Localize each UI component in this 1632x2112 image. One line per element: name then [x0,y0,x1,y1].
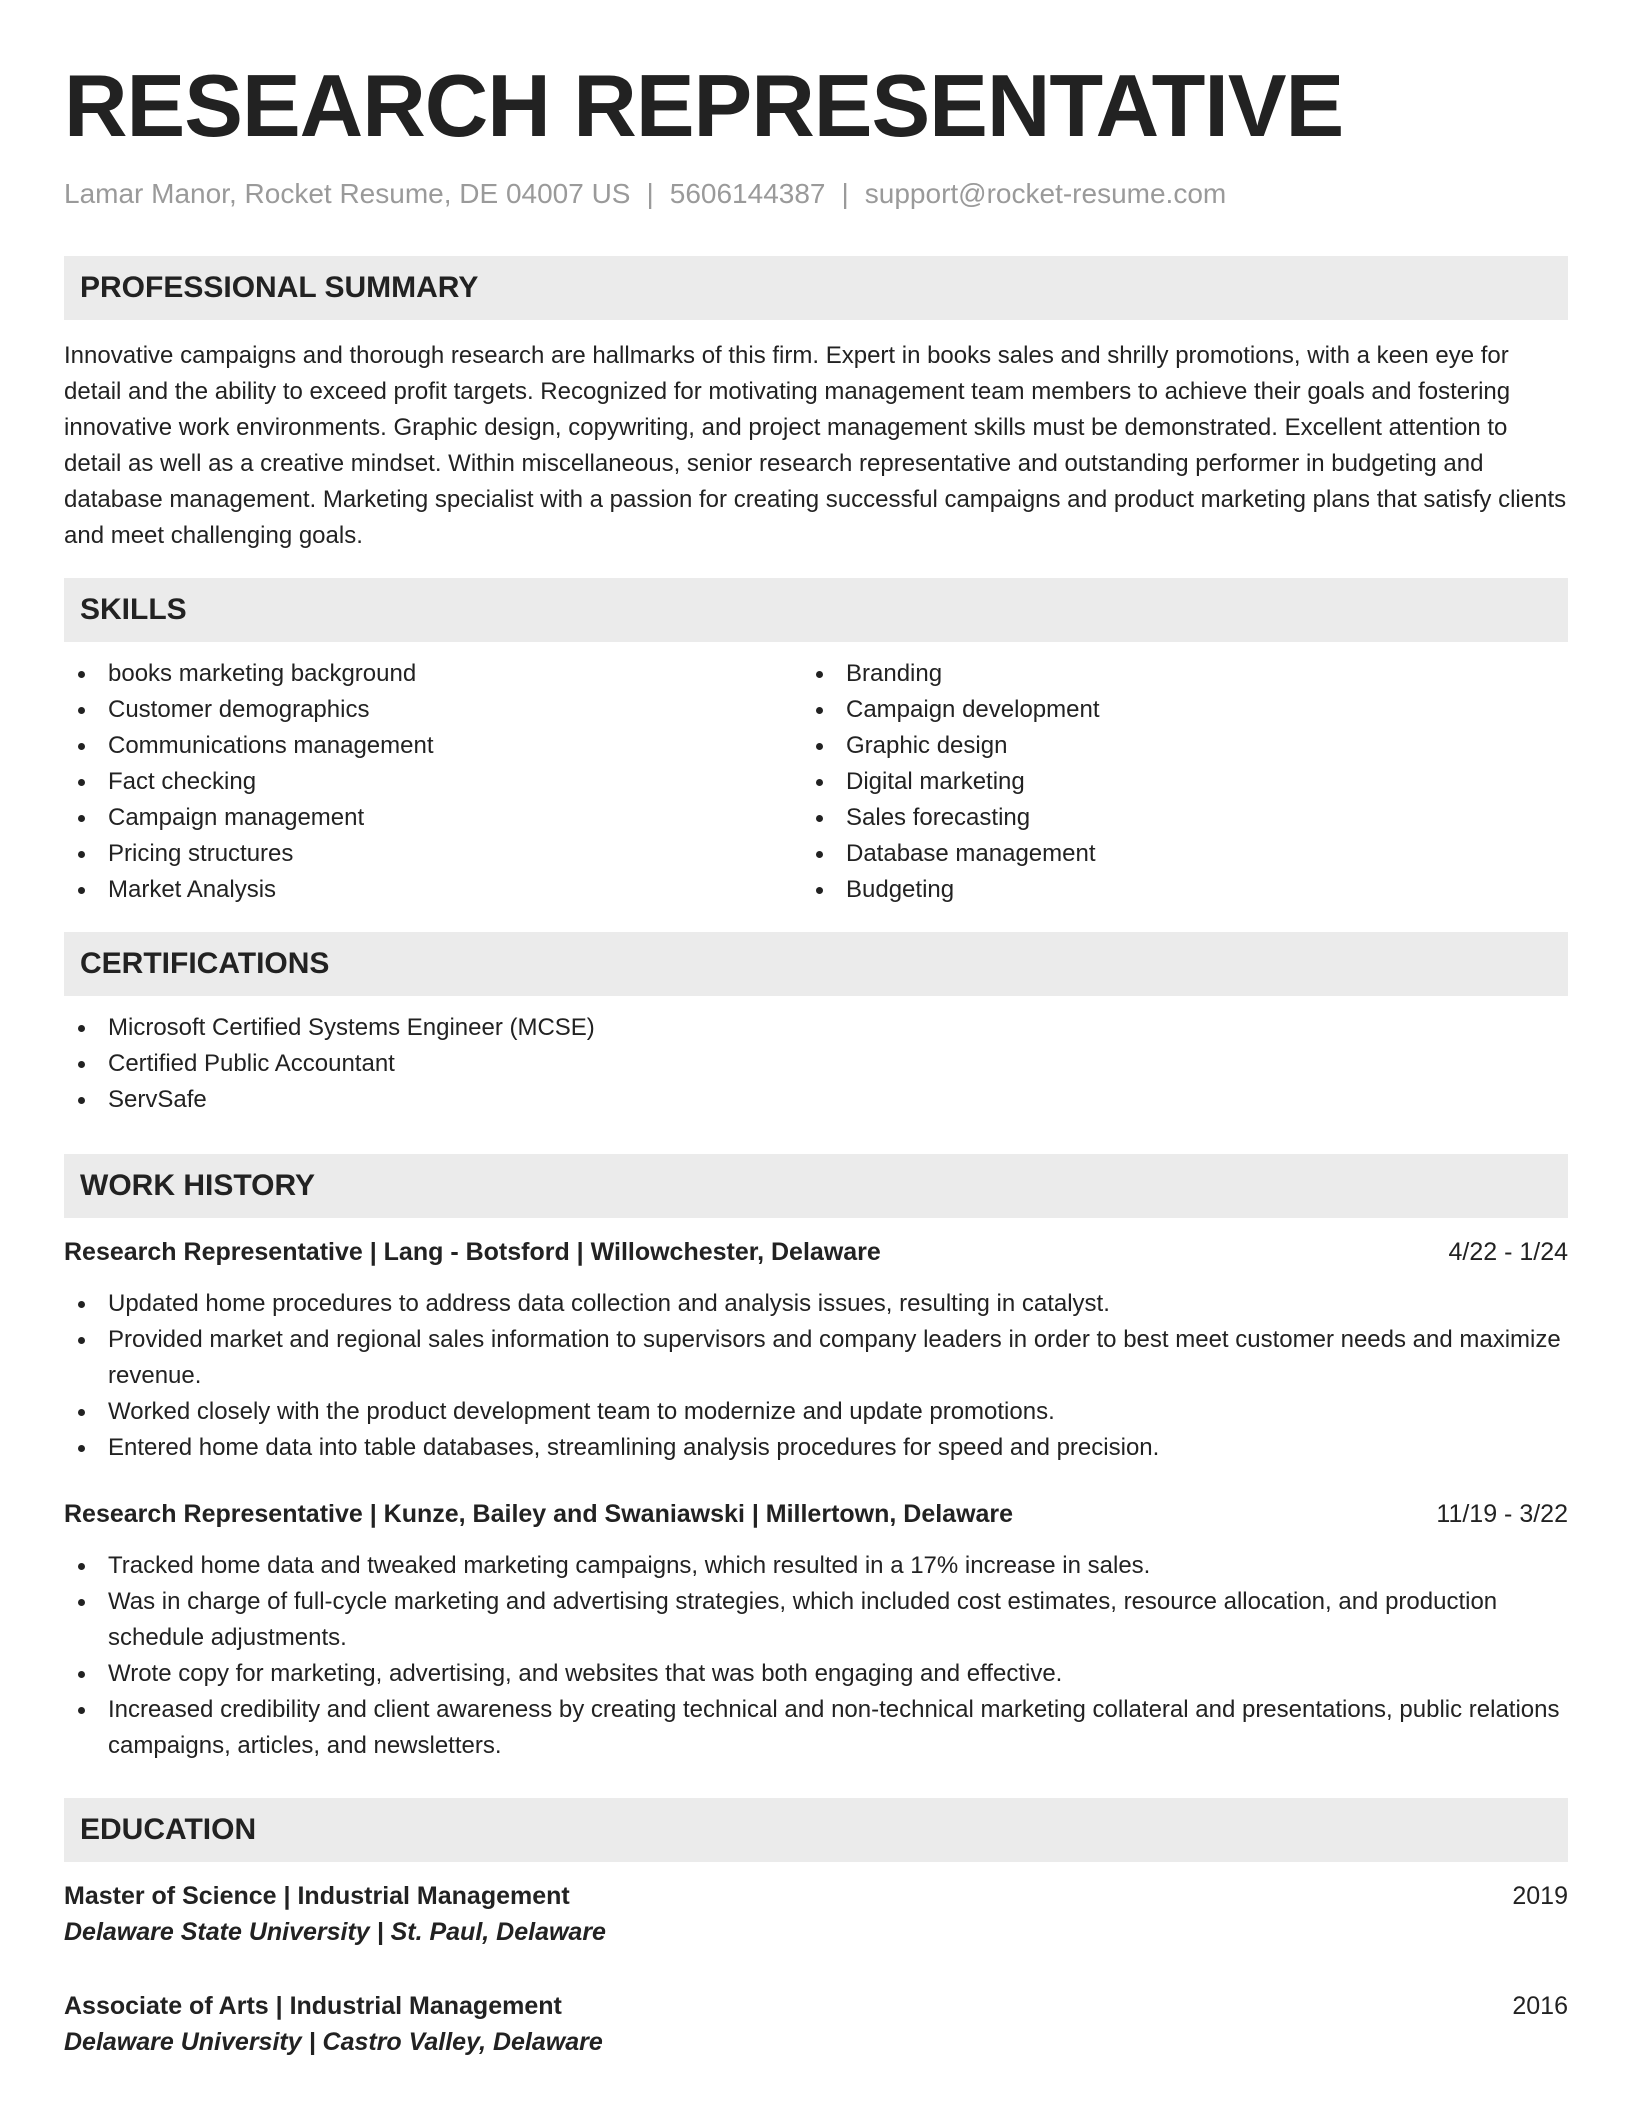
education-entry [64,1878,1568,1950]
summary-text: Innovative campaigns and thorough research are hallmarks of this firm. Expert in books sales and shrilly promotions, with a keen eye for detail and the ability to exceed profit targets. Recognized for motivating management team members to achieve their goals and fostering innovative work environments. Graphic design, copywriting, and project management skills must be demonstrated. Excellent attention to detail as well as a creative mindset. Within miscellaneous, senior research representative and outstanding performer in budgeting and database management. Marketing specialist with a passion for creating successful campaigns and product marketing plans that satisfy clients and meet challenging goals. [64,342,1567,549]
certification-item: Microsoft Certified Systems Engineer (MCSE) [64,1010,1568,1046]
job-bullet: Tracked home data and tweaked marketing campaigns, which resulted in a 17% increase in sales. [64,1548,1568,1584]
skills-column-left [64,656,802,908]
certification-item: ServSafe [64,1082,1568,1118]
work-history-heading: WORK HISTORY [64,1154,1568,1218]
job-bullet: Was in charge of full-cycle marketing and advertising strategies, which included cost estimates, resource allocation, and production schedule adjustments. [64,1584,1568,1656]
education-heading: EDUCATION [64,1798,1568,1862]
education-entry [64,1988,1568,2060]
skill-item: Sales forecasting [802,800,1540,836]
education-degree: Master of Science | Industrial Management [64,1882,570,1910]
job-title: Research Representative | Lang - Botsford | Willowchester, Delaware [64,1238,881,1266]
skill-item: Graphic design [802,728,1540,764]
job-bullet: Increased credibility and client awareness by creating technical and non-technical marketing collateral and presentations, public relations campaigns, articles, and newsletters. [64,1692,1568,1764]
skill-item: Database management [802,836,1540,872]
skills-list [64,656,1568,908]
job-bullet: Updated home procedures to address data collection and analysis issues, resulting in catalyst. [64,1286,1568,1322]
skill-item: Campaign management [64,800,802,836]
education-degree: Associate of Arts | Industrial Management [64,1992,562,2020]
resume-title: RESEARCH REPRESENTATIVE [64,56,1344,155]
skill-item: Fact checking [64,764,802,800]
education-school: Delaware State University | St. Paul, Delaware [64,1918,606,1946]
contact-email[interactable]: support@rocket-resume.com [864,178,1227,209]
certification-item: Certified Public Accountant [64,1046,1568,1082]
job-entry [64,1496,1568,1764]
skill-item: Market Analysis [64,872,802,908]
skills-heading: SKILLS [64,578,1568,642]
skill-item: Budgeting [802,872,1540,908]
contact-address: Lamar Manor, Rocket Resume, DE 04007 US [64,178,631,209]
education-school: Delaware University | Castro Valley, Delaware [64,2028,603,2056]
job-bullet: Wrote copy for marketing, advertising, and websites that was both engaging and effective. [64,1656,1568,1692]
education-year: 2019 [1512,1882,1568,1910]
skill-item: Communications management [64,728,802,764]
skill-item: books marketing background [64,656,802,692]
job-bullet: Worked closely with the product development team to modernize and update promotions. [64,1394,1568,1430]
job-entry [64,1234,1568,1466]
contact-separator: | [646,178,654,209]
job-bullet: Entered home data into table databases, streamlining analysis procedures for speed and precision. [64,1430,1568,1466]
skill-item: Branding [802,656,1540,692]
summary-heading: PROFESSIONAL SUMMARY [64,256,1568,320]
contact-phone: 5606144387 [669,178,826,209]
job-dates: 4/22 - 1/24 [1448,1238,1568,1266]
education-header [64,1988,1568,2024]
job-bullets [64,1548,1568,1764]
job-header [64,1234,1568,1270]
skill-item: Campaign development [802,692,1540,728]
job-header [64,1496,1568,1532]
skill-item: Digital marketing [802,764,1540,800]
job-dates: 11/19 - 3/22 [1436,1500,1568,1528]
skill-item: Pricing structures [64,836,802,872]
education-year: 2016 [1512,1992,1568,2020]
certifications-list [64,1010,1568,1118]
contact-separator: | [841,178,849,209]
contact-line [64,176,1568,212]
certifications-heading: CERTIFICATIONS [64,932,1568,996]
job-bullets [64,1286,1568,1466]
skills-column-right [802,656,1540,908]
education-header [64,1878,1568,1914]
skill-item: Customer demographics [64,692,802,728]
job-bullet: Provided market and regional sales information to supervisors and company leaders in order to best meet customer needs and maximize revenue. [64,1322,1568,1394]
job-title: Research Representative | Kunze, Bailey and Swaniawski | Millertown, Delaware [64,1500,1014,1528]
